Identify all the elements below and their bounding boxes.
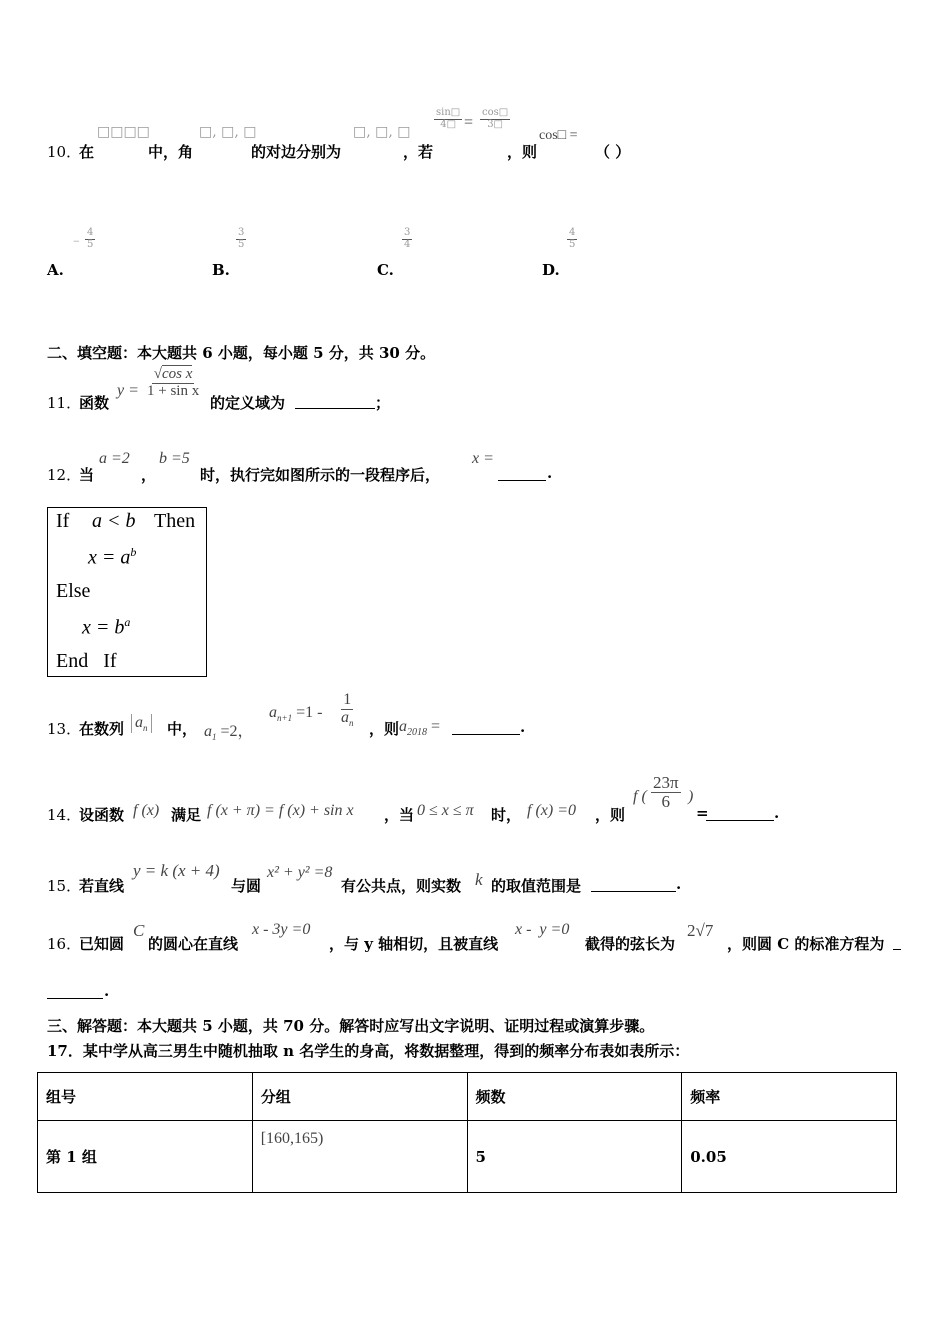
q13-seq-sub: n [143,723,148,734]
q15-number: 15． [47,877,82,895]
q13-an1-a: a [269,704,277,721]
program-assign-1 [88,545,136,570]
q10-fraction-right [480,108,510,130]
q10-text-4: ，若 [403,143,434,161]
q10-frac-left-den: 4□ [440,118,457,130]
q13-frac-den-a: a [341,708,349,726]
option-d-label: D. [542,261,560,279]
table-header-cell: 组号 [38,1073,253,1121]
q15-line [47,858,747,898]
q14-frac-den: 6 [661,791,671,811]
q13-recurrence-lhs [269,704,322,723]
q12-text-1: 当 [79,466,95,484]
q10-equals: = [464,114,474,131]
q13-seq-a: a [135,714,143,731]
q15-text-3: 有公共点，则实数 [341,877,462,895]
q15-text-1: 若直线 [79,877,125,895]
table-row [38,1121,897,1193]
section-3-heading: 三、解答题：本大题共 5 小题，共 70 分。解答时应写出文字说明、证明过程或演算步骤。 [47,1017,655,1035]
program-condition: a < b [92,510,136,532]
q10-frac-right-num: cos□ [482,107,509,118]
q14-fx-zero: f (x) =0 [527,802,576,819]
q11-lhs: y = [117,382,139,399]
q10-frac-left-num: sin□ [436,107,461,118]
q11-line [47,366,447,420]
q16-text-3: ，与 y 轴相切，且被直线 [329,935,499,953]
table-header-row [38,1073,897,1121]
program-if: If [56,510,70,532]
q14-rparen: ) [688,788,694,805]
q13-frac-num: 1 [343,691,352,708]
option-b-num: 3 [238,227,245,238]
q14-line [47,774,807,824]
table-header-cell: 频率 [682,1073,897,1121]
q16-end: . [104,982,110,1000]
q12-text-2: 时，执行完如图所示的一段程序后， [200,466,441,484]
table-header-cell: 频数 [467,1073,682,1121]
table-cell: 5 [467,1121,682,1193]
table-cell: 0.05 [682,1121,897,1193]
q10-number: 10． [47,143,82,161]
q11-end: ； [375,394,391,412]
q14-equation: f (x + π) = f (x) + sin x [207,802,354,819]
q14-text-1: 设函数 [79,806,125,824]
q10-angles-placeholder: □, □, □ [199,124,257,140]
q16-line-1: x - 3y =0 [252,921,311,938]
q11-text-2: 的定义域为 [210,394,286,412]
q14-frac-num: 23π [653,773,679,792]
q11-radicand: cos x [162,366,193,382]
option-b-fraction [236,228,246,250]
q14-number: 14． [47,806,82,824]
q13-answer-blank[interactable] [452,718,520,735]
q15-text-2: 与圆 [231,877,262,895]
q13-rhs: =1 - [292,704,323,721]
q16-text-4: 截得的弦长为 [585,935,676,953]
option-d-num: 4 [569,227,576,238]
q12-line [47,448,567,488]
program-assign-1-expr: x = a [88,546,131,569]
q13-line [47,690,547,746]
q16-answer-blank-2[interactable] [47,982,103,999]
q15-end: . [676,875,682,893]
q16-chord-length: 2√7 [687,921,714,940]
option-a-sign: − [73,234,80,248]
q15-line-equation: y = k (x + 4) [133,861,220,880]
program-end-if: End If [56,650,117,672]
q12-x-equals: x = [472,450,494,467]
table-cell: 第 1 组 [38,1121,253,1193]
q12-a-value: a =2 [99,450,130,467]
q10-cos-expression: cos□ = [539,128,578,143]
q15-answer-blank[interactable] [591,875,676,892]
q11-frac-num: √cos x [153,366,193,382]
q16-line [47,918,917,1008]
q14-eq: = [696,804,709,822]
q10-triangle-placeholder: □□□□ [97,124,150,140]
q17-text: 17．某中学从高三男生中随机抽取 n 名学生的身高，将数据整理，得到的频率分布表如表所示： [47,1042,690,1060]
option-c-den: 4 [404,238,411,250]
q10-text-3: 的对边分别为 [251,143,342,161]
q13-an1-sub: n+1 [277,713,293,724]
q13-frac-den-sub: n [349,717,354,728]
option-a-num: 4 [87,227,94,238]
q12-answer-blank[interactable] [498,464,546,481]
q14-answer-blank[interactable] [706,804,774,821]
q15-text-4: 的取值范围是 [491,877,582,895]
q13-a2018-a: a [399,718,407,735]
q16-text-2: 的圆心在直线 [148,935,239,953]
q11-frac-den: 1 + sin x [147,382,200,399]
q13-a1-val: =2， [216,723,254,740]
q13-a1-a: a [204,723,212,740]
option-b-den: 5 [238,238,245,250]
q12-end: . [547,464,553,482]
program-assign-2-expr: x = b [82,616,125,639]
program-assign-2-exp: a [124,615,131,629]
q12-comma: ， [141,466,157,484]
q13-a2018 [399,718,440,738]
q13-a1 [204,718,254,742]
q10-fraction-left [434,108,462,130]
q15-circle-equation: x² + y² =8 [267,864,333,881]
q14-text-2: 满足 [171,806,202,824]
option-b-label: B. [212,261,230,279]
q13-fraction [339,692,356,728]
q14-f: f ( [633,788,647,805]
program-else: Else [56,580,91,602]
q14-range: 0 ≤ x ≤ π [417,802,474,819]
option-a-label: A. [47,261,64,279]
table-cell-interval [252,1121,467,1193]
q13-end: . [520,718,526,736]
q16-text-1: 已知圆 [79,935,125,953]
q10-text-1: 在 [79,143,95,161]
q10-text-2: 中，角 [148,143,194,161]
q10-text-5: ，则 [507,143,538,161]
table-cell-interval-value: [160,165) [260,1130,324,1147]
q16-answer-blank-1[interactable] [893,933,901,950]
q16-text-5: ，则圆 C 的标准方程为 [727,935,885,953]
q11-text-1: 函数 [79,394,110,412]
program-assign-2 [82,615,130,640]
q13-number: 13． [47,720,82,738]
q13-eq: = [427,718,441,735]
q16-circle-name: C [133,921,145,940]
q14-fx: f (x) [133,802,160,819]
option-d-fraction [567,228,577,250]
q13-a2018-sub: 2018 [407,727,427,739]
section-2-heading: 二、填空题：本大题共 6 小题，每小题 5 分，共 30 分。 [47,344,436,362]
q10-frac-right-den: 3□ [487,118,503,130]
program-then: Then [154,510,196,532]
q12-number: 12． [47,466,82,484]
frequency-table [37,1072,897,1193]
q11-number: 11． [47,394,82,412]
q14-text-4: 时， [491,806,522,824]
q13-a1-sub: 1 [212,732,217,743]
option-d-den: 5 [569,238,576,250]
q13-sequence [131,714,152,733]
q11-answer-blank[interactable] [295,392,375,409]
q13-text-1: 在数列 [79,720,125,738]
table-header-cell: 分组 [252,1073,467,1121]
q14-text-5: ，则 [595,806,626,824]
q10-sides-placeholder: □, □, □ [353,124,411,140]
q13-frac-den [339,710,356,729]
q10-answer-paren: （ ） [595,143,631,161]
q15-k: k [475,870,483,889]
q14-text-3: ，当 [384,806,415,824]
q13-text-3: ，则 [369,720,400,738]
q16-number: 16． [47,935,82,953]
q14-fraction [651,774,681,811]
q13-text-2: 中， [167,720,198,738]
option-c-num: 3 [404,227,411,238]
program-box [47,507,207,677]
program-assign-1-exp: b [130,545,137,559]
option-a-den: 5 [87,238,94,250]
option-a-fraction [85,228,95,250]
q16-line-2: x - y =0 [515,921,570,938]
q14-end: . [774,804,780,822]
q11-fraction [145,367,201,400]
option-c-label: C. [377,261,394,279]
option-c-fraction [402,228,412,250]
q12-b-value: b =5 [159,450,190,467]
